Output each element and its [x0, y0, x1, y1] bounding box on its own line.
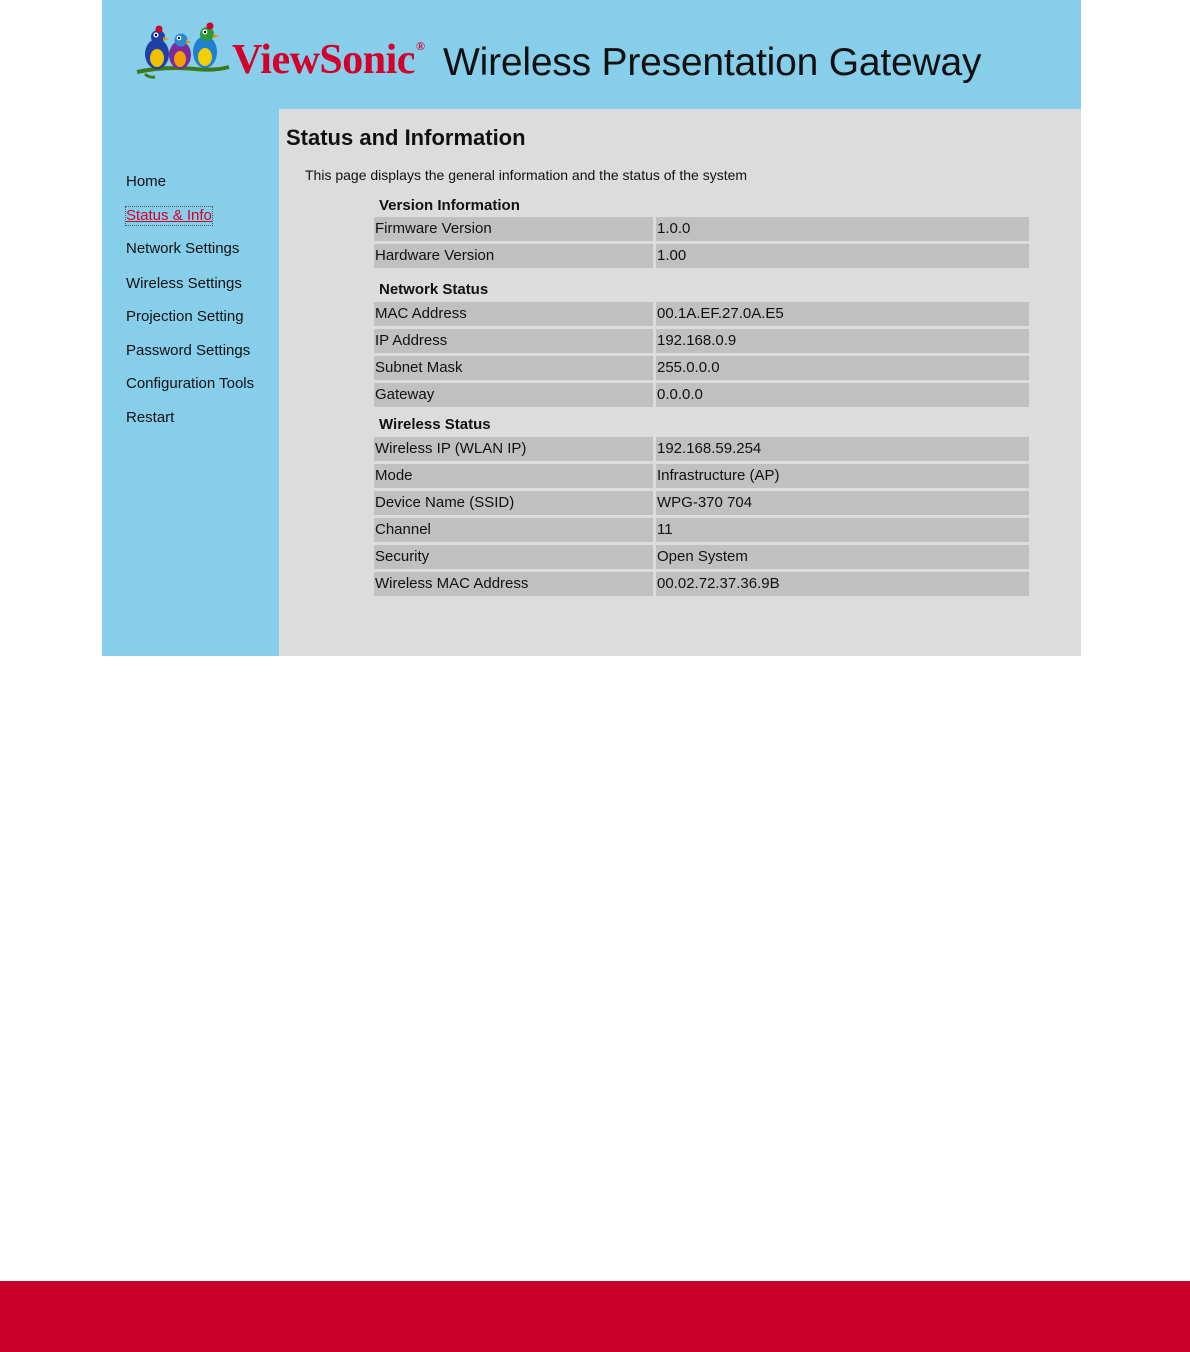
sidebar-item-projection-setting[interactable]: Projection Setting	[126, 308, 244, 325]
row-label: Mode	[374, 464, 653, 488]
birds-logo-icon	[135, 22, 230, 80]
row-label: Wireless IP (WLAN IP)	[374, 437, 653, 461]
table-row	[374, 217, 1029, 241]
table-row	[374, 572, 1029, 596]
sidebar-item-network-settings[interactable]: Network Settings	[126, 240, 240, 257]
registered-mark: ®	[415, 39, 425, 53]
row-label: Channel	[374, 518, 653, 542]
table-row	[374, 302, 1029, 326]
app-frame	[102, 0, 1081, 656]
row-label: Device Name (SSID)	[374, 491, 653, 515]
row-label: Firmware Version	[374, 217, 653, 241]
main-content	[279, 109, 1081, 656]
section-title-wireless: Wireless Status	[379, 416, 491, 433]
row-value: Open System	[656, 545, 1029, 569]
row-label: MAC Address	[374, 302, 653, 326]
brand-logo-text: ViewSonic®	[232, 37, 425, 83]
row-label: Wireless MAC Address	[374, 572, 653, 596]
page-title: Status and Information	[286, 125, 526, 150]
table-row	[374, 464, 1029, 488]
row-value: 00.1A.EF.27.0A.E5	[656, 302, 1029, 326]
section-title-network: Network Status	[379, 281, 489, 298]
row-value: Infrastructure (AP)	[656, 464, 1029, 488]
row-value: 255.0.0.0	[656, 356, 1029, 380]
table-row	[374, 329, 1029, 353]
row-label: Hardware Version	[374, 244, 653, 268]
row-value: 192.168.0.9	[656, 329, 1029, 353]
row-label: Security	[374, 545, 653, 569]
row-label: Gateway	[374, 383, 653, 407]
row-label: IP Address	[374, 329, 653, 353]
row-value: 192.168.59.254	[656, 437, 1029, 461]
sidebar-item-password-settings[interactable]: Password Settings	[126, 342, 251, 359]
row-value: WPG-370 704	[656, 491, 1029, 515]
header	[102, 0, 1081, 109]
table-row	[374, 545, 1029, 569]
footer-bar	[0, 1281, 1190, 1352]
sidebar-item-configuration-tools[interactable]: Configuration Tools	[126, 375, 255, 392]
sidebar-item-status-info[interactable]: Status & Info	[126, 207, 212, 224]
sidebar-nav	[102, 109, 279, 656]
table-row	[374, 244, 1029, 268]
table-row	[374, 491, 1029, 515]
table-row	[374, 518, 1029, 542]
row-value: 11	[656, 518, 1029, 542]
row-label: Subnet Mask	[374, 356, 653, 380]
app-title: Wireless Presentation Gateway	[443, 41, 982, 84]
row-value: 1.00	[656, 244, 1029, 268]
table-row	[374, 437, 1029, 461]
row-value: 1.0.0	[656, 217, 1029, 241]
sidebar-item-wireless-settings[interactable]: Wireless Settings	[126, 275, 242, 292]
row-value: 0.0.0.0	[656, 383, 1029, 407]
section-title-version: Version Information	[379, 197, 520, 214]
table-row	[374, 356, 1029, 380]
table-row	[374, 383, 1029, 407]
page-description: This page displays the general information and the status of the system	[305, 167, 748, 183]
sidebar-item-home[interactable]: Home	[126, 173, 167, 190]
sidebar-item-restart[interactable]: Restart	[126, 409, 175, 426]
row-value: 00.02.72.37.36.9B	[656, 572, 1029, 596]
